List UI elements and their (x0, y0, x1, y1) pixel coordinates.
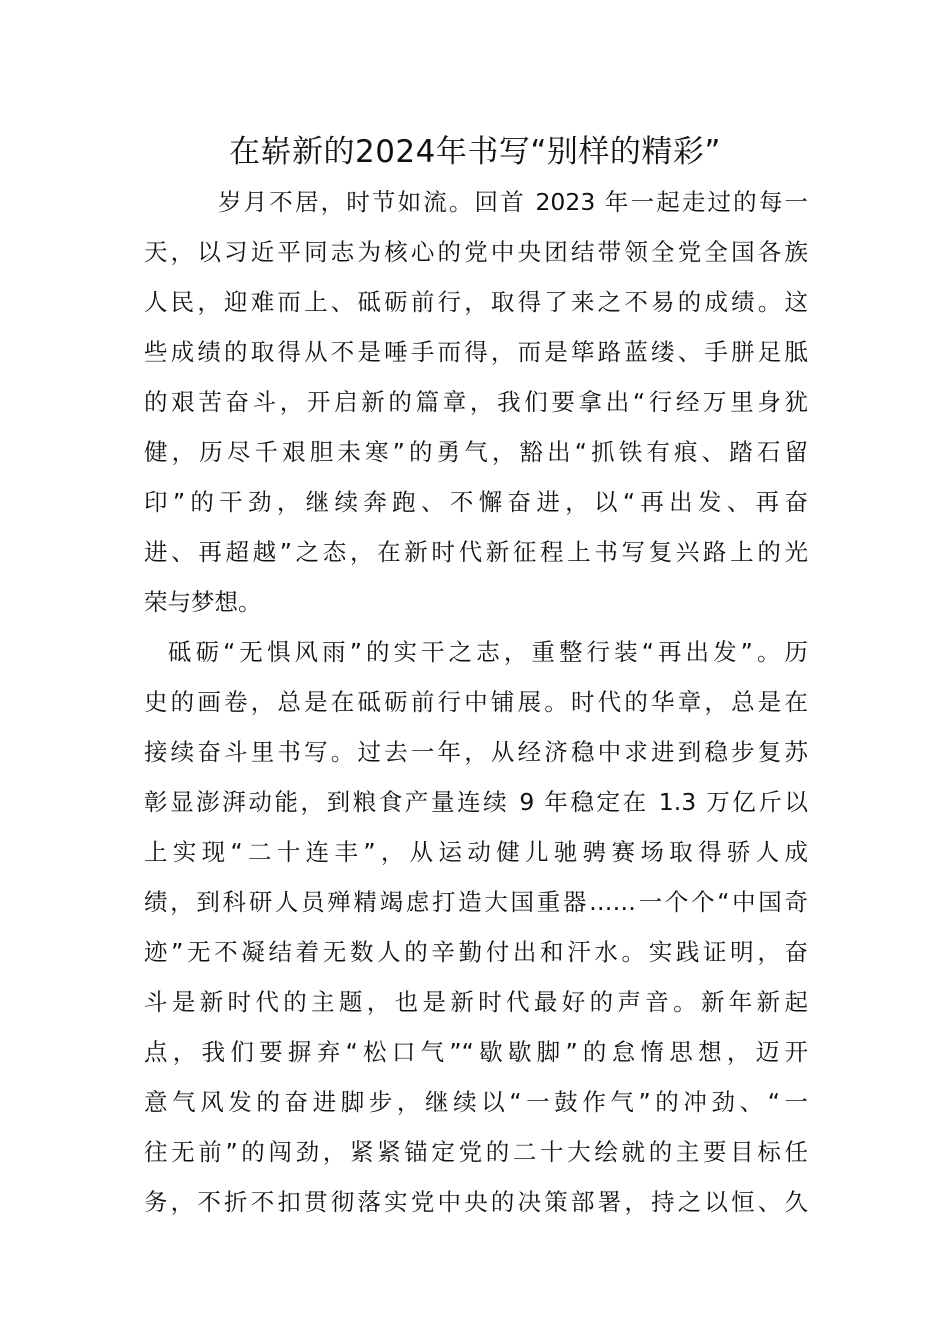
text-line: 的艰苦奋斗，开启新的篇章，我们要拿出“行经万里身犹 (144, 388, 808, 416)
text-line: 天，以习近平同志为核心的党中央团结带领全党全国各族 (144, 238, 808, 266)
text-line: 岁月不居，时节如流。回首 2023 年一起走过的每一 (218, 188, 808, 216)
document-title: 在崭新的2024年书写“别样的精彩” (228, 134, 721, 170)
text-line: 迹”无不凝结着无数人的辛勤付出和汗水。实践证明，奋 (144, 938, 808, 966)
text-line: 荣与梦想。 (144, 588, 262, 616)
paragraph (144, 627, 808, 1227)
text-line: 进、再超越”之态，在新时代新征程上书写复兴路上的光 (144, 538, 808, 566)
text-line: 意气风发的奋进脚步，继续以“一鼓作气”的冲劲、“一 (144, 1088, 808, 1116)
text-line: 史的画卷，总是在砥砺前行中铺展。时代的华章，总是在 (144, 688, 808, 716)
paragraph (144, 177, 808, 627)
document-body (144, 177, 808, 1227)
text-line: 点，我们要摒弃“松口气”“歇歇脚”的怠惰思想，迈开 (144, 1038, 808, 1066)
text-line: 绩，到科研人员殚精竭虑打造大国重器……一个个“中国奇 (144, 888, 808, 916)
text-line: 往无前”的闯劲，紧紧锚定党的二十大绘就的主要目标任 (144, 1138, 808, 1166)
text-line: 印”的干劲，继续奔跑、不懈奋进，以“再出发、再奋 (144, 488, 808, 516)
text-line: 砥砺“无惧风雨”的实干之志，重整行装“再出发”。历 (168, 638, 808, 666)
text-line: 人民，迎难而上、砥砺前行，取得了来之不易的成绩。这 (144, 288, 808, 316)
text-line: 健，历尽千艰胆未寒”的勇气，豁出“抓铁有痕、踏石留 (144, 438, 808, 466)
text-line: 接续奋斗里书写。过去一年，从经济稳中求进到稳步复苏 (144, 738, 808, 766)
text-line: 务，不折不扣贯彻落实党中央的决策部署，持之以恒、久 (144, 1188, 808, 1216)
text-line: 上实现“二十连丰”，从运动健儿驰骋赛场取得骄人成 (144, 838, 808, 866)
text-line: 斗是新时代的主题，也是新时代最好的声音。新年新起 (144, 988, 808, 1016)
text-line: 些成绩的取得从不是唾手而得，而是筚路蓝缕、手胼足胝 (144, 338, 808, 366)
text-line: 彰显澎湃动能，到粮食产量连续 9 年稳定在 1.3 万亿斤以 (144, 788, 808, 816)
